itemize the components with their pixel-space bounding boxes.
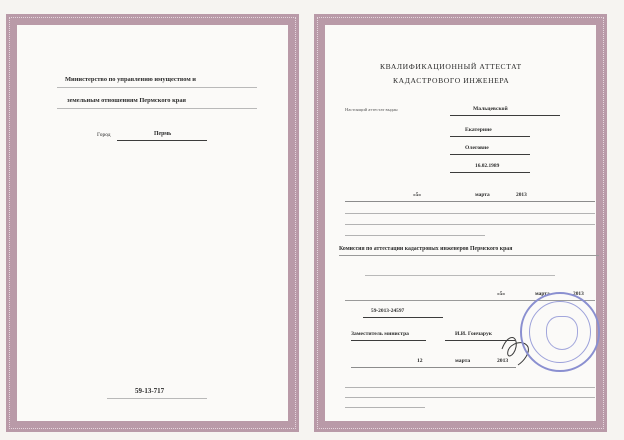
requirements-line2 (345, 224, 595, 225)
protocol-day: «5» (497, 291, 506, 297)
holder-surname: Мальцевской (473, 106, 508, 112)
decision-line (345, 201, 595, 202)
protocol-number-underline (363, 317, 443, 318)
ministry-name-line2: земельным отношениям Пермского края (67, 97, 186, 104)
issue-year: 2013 (497, 358, 509, 364)
city-value: Пермь (154, 131, 172, 137)
requirements-line3 (345, 235, 485, 236)
footer-line3 (345, 407, 425, 408)
holder-birth-date: 16.02.1989 (475, 163, 500, 169)
signatory-name: И.И. Гончарук (455, 331, 492, 337)
decision-month: марта (475, 192, 490, 198)
decision-day: «5» (413, 192, 422, 198)
certificate-heading-line1: КВАЛИФИКАЦИОННЫЙ АТТЕСТАТ (380, 62, 522, 71)
city-underline (117, 140, 207, 141)
city-label: Город (97, 132, 111, 138)
issue-month: марта (455, 358, 471, 364)
footer-line1 (345, 387, 595, 388)
holder-name: Екатерине (465, 127, 492, 133)
issue-day: 12 (417, 358, 423, 364)
issue-date-line (351, 367, 516, 368)
certificate-number: 59-13-717 (135, 387, 165, 395)
patronymic-underline (450, 154, 530, 155)
protocol-year: 2013 (573, 291, 584, 297)
ministry-underline-1 (57, 87, 257, 88)
holder-patronymic: Олеговне (465, 145, 489, 151)
issued-label: Настоящий аттестат выдан (345, 107, 398, 112)
surname-underline (450, 115, 560, 116)
official-seal-stamp (520, 292, 600, 372)
certificate-heading-line2: КАДАСТРОВОГО ИНЖЕНЕРА (393, 76, 510, 85)
footer-line2 (345, 397, 595, 398)
eagle-emblem-icon (546, 316, 578, 350)
decision-year: 2013 (516, 192, 527, 198)
position-underline (351, 340, 426, 341)
name-underline (450, 136, 530, 137)
number-underline (107, 398, 207, 399)
birth-date-underline (450, 172, 530, 173)
protocol-month: марта (535, 291, 550, 297)
ministry-underline-2 (57, 108, 257, 109)
certificate-cover-page (6, 14, 299, 432)
requirements-line1 (345, 213, 595, 214)
signatory-position: Заместитель министра (351, 331, 409, 337)
protocol-number: 59-2013-24597 (371, 308, 405, 314)
commission-subline (365, 275, 555, 276)
commission-name: Комиссия по аттестации кадастровых инженеров Пермского края (339, 246, 513, 252)
commission-underline (339, 255, 599, 256)
certificate-main-page (314, 14, 607, 432)
ministry-name-line1: Министерство по управлению имуществом и (65, 76, 196, 83)
